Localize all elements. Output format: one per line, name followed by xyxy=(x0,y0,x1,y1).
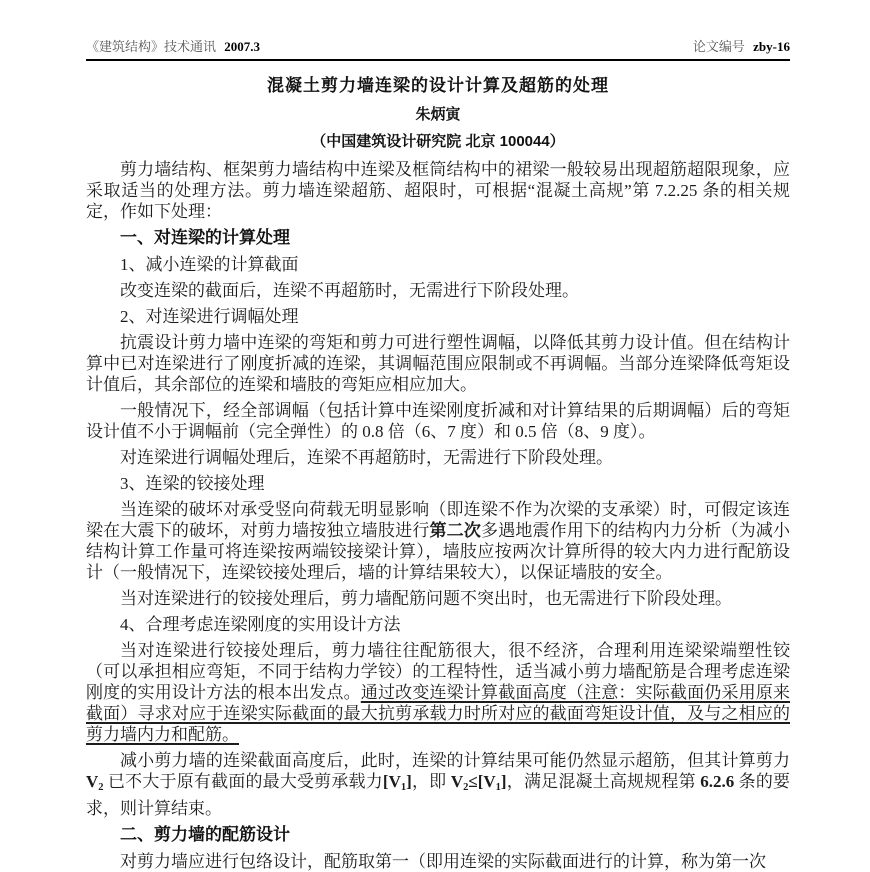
text-run: 第二次 xyxy=(429,521,482,540)
paragraph xyxy=(86,254,790,275)
text-run: 条的要求，则计算结束。 xyxy=(86,772,791,818)
text-run: 二、剪力墙的配筋设计 xyxy=(120,824,290,844)
text-run: 6.2.6 xyxy=(700,772,735,791)
text-run: 4、合理考虑连梁刚度的实用设计方法 xyxy=(120,615,401,634)
paper-id-label: 论文编号 xyxy=(692,39,745,54)
journal-header xyxy=(86,36,260,55)
text-run: 当对连梁进行铰接处理后，剪力墙往往配筋很大，很不经济，合理利用连梁梁端塑性铰（可以承担相应弯矩，不同于结构力学铰）的工程特性，适当减小剪力墙配筋是合理考虑连梁刚度的实用设计方法的根本出发点。 xyxy=(86,641,790,702)
paragraph xyxy=(86,588,790,609)
text-run: 1 xyxy=(400,781,407,793)
text-run: 对连梁进行调幅处理后，连梁不再超筋时，无需进行下阶段处理。 xyxy=(120,448,613,467)
text-run: 一、对连梁的计算处理 xyxy=(120,228,290,247)
text-run: V xyxy=(86,772,99,791)
paragraph xyxy=(86,614,790,635)
text-run: 1、减小连梁的计算截面 xyxy=(120,255,299,274)
paragraph xyxy=(86,306,790,327)
text-run: 改变连梁的截面后，连梁不再超筋时，无需进行下阶段处理。 xyxy=(120,281,579,300)
section-heading xyxy=(86,227,790,248)
paragraph xyxy=(86,473,790,494)
text-run: ] xyxy=(406,772,412,791)
text-run: 减小剪力墙的连梁截面高度后，此时，连梁的计算结果可能仍然显示超筋，但其计算剪力 xyxy=(120,751,790,770)
paper-id-block xyxy=(693,36,790,55)
paragraph xyxy=(86,332,790,395)
text-run: 抗震设计剪力墙中连梁的弯矩和剪力可进行塑性调幅，以降低其剪力设计值。但在结构计算中已对连梁进行了刚度折减的连梁，其调幅范围应限制或不再调幅。当部分连梁降低弯矩设计值后，其余部位的连梁和墙肢的弯矩应相应加大。 xyxy=(86,333,790,394)
text-run: 3、连梁的铰接处理 xyxy=(120,474,265,493)
author-name: 朱炳寅 xyxy=(415,106,461,123)
page-header xyxy=(86,36,790,61)
paragraph xyxy=(86,851,790,872)
affiliation: （中国建筑设计研究院 北京 100044） xyxy=(311,133,565,150)
paragraph xyxy=(86,159,790,222)
journal-title: 《建筑结构》技术通讯 xyxy=(86,39,217,54)
text-run: ≤[V xyxy=(468,772,496,791)
text-run: 2、对连梁进行调幅处理 xyxy=(120,307,299,326)
text-run: ，满足混凝土高规规程第 xyxy=(506,772,701,791)
text-run: 对剪力墙应进行包络设计，配筋取第一（即用连梁的实际截面进行的计算，称为第一次 xyxy=(120,851,766,871)
text-run: 多遇地震作用下的结构内力分析（为减小结构计算工作量可将连梁按两端铰接梁计算），墙肢应按两次计算所得的较大内力进行配筋设计（一般情况下，连梁铰接处理后，墙的计算结果较大），以保证墙肢的安全。 xyxy=(86,521,791,582)
text-run: 剪力墙结构、框架剪力墙结构中连梁及框筒结构中的裙梁一般较易出现超筋超限现象，应采取适当的处理方法。剪力墙连梁超筋、超限时，可根据“混凝土高规”第 7.2.25 条的相关规定，作如下处理： xyxy=(86,160,790,221)
paragraph xyxy=(86,750,790,819)
paragraph xyxy=(86,280,790,301)
text-run: 1 xyxy=(495,781,501,793)
paragraph xyxy=(86,447,790,468)
text-run: 通过改变连梁计算截面高度（注意：实际截面仍采用原来截面）寻求对应于连梁实际截面的最大抗剪承载力时所对应的截面弯矩设计值，及与之相应的剪力墙内力和配筋。 xyxy=(86,683,791,744)
paragraph xyxy=(86,640,790,745)
text-run: ，即 xyxy=(411,772,451,791)
text-run: V xyxy=(450,772,464,791)
text-run: ] xyxy=(500,772,507,791)
text-run: 当对连梁进行的铰接处理后，剪力墙配筋问题不突出时，也无需进行下阶段处理。 xyxy=(120,589,732,608)
paragraph xyxy=(86,499,790,583)
text-run: 一般情况下，经全部调幅（包括计算中连梁刚度折减和对计算结果的后期调幅）后的弯矩设计值不小于调幅前（完全弹性）的 0.8 倍（6、7 度）和 0.5 倍（8、9 度）。 xyxy=(86,401,790,441)
text-run: [V xyxy=(382,772,401,791)
issue-number: 2007.3 xyxy=(224,39,261,54)
text-run: 2 xyxy=(98,781,104,793)
text-run: 2 xyxy=(463,781,469,793)
paper-id: zby-16 xyxy=(753,39,790,54)
page-title: 混凝土剪力墙连梁的设计计算及超筋的处理 xyxy=(267,76,609,95)
text-run: 已不大于原有截面的最大受剪承载力 xyxy=(103,772,383,791)
document-body xyxy=(86,159,790,872)
paragraph xyxy=(86,400,790,442)
text-run: 当连梁的破坏对承受竖向荷载无明显影响（即连梁不作为次梁的支承梁）时，可假定该连梁在大震下的破坏，对剪力墙按独立墙肢进行 xyxy=(86,500,790,540)
